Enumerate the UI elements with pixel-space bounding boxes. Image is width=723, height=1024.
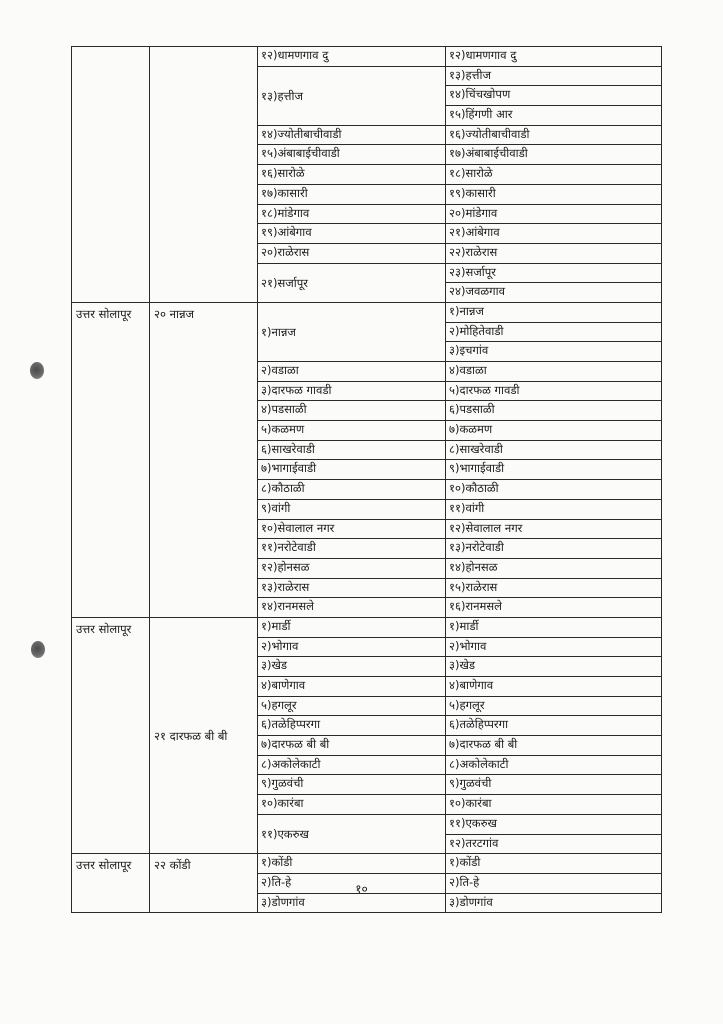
cluster-cell: २)वडाळा [258, 362, 446, 382]
cluster-cell: १३)हत्तीज [258, 66, 446, 125]
cluster-cell: १०)कारंबा [258, 795, 446, 815]
punch-hole-bottom [31, 641, 45, 658]
village-cell: ७)कळमण [446, 421, 662, 441]
cluster-cell: १६)सारोळे [258, 165, 446, 185]
table-row [72, 854, 662, 874]
village-cell: ११)एकरुख [446, 814, 662, 834]
village-cell: २२)राळेरास [446, 243, 662, 263]
village-cell: १३)हत्तीज [446, 66, 662, 86]
village-cell: १५)हिंगणी आर [446, 106, 662, 126]
village-allocation-table [71, 46, 662, 913]
village-cell: ४)वडाळा [446, 362, 662, 382]
cluster-cell: १२)होनसळ [258, 558, 446, 578]
cluster-cell: ४)पडसाळी [258, 401, 446, 421]
cluster-cell: ११)एकरुख [258, 814, 446, 853]
cluster-cell: ८)अकोलेकाटी [258, 755, 446, 775]
village-cell: १४)होनसळ [446, 558, 662, 578]
cluster-cell: ५)कळमण [258, 421, 446, 441]
center-cell [150, 47, 258, 303]
village-cell: २१)आंबेगाव [446, 224, 662, 244]
village-cell: १९)कासारी [446, 184, 662, 204]
village-cell: २४)जवळगाव [446, 283, 662, 303]
cluster-cell: ९)वांगी [258, 499, 446, 519]
village-cell: २३)सर्जापूर [446, 263, 662, 283]
village-cell: ८)साखरेवाडी [446, 440, 662, 460]
table-row [72, 617, 662, 637]
cluster-cell: १८)मांडेगाव [258, 204, 446, 224]
village-cell: १०)कौठाळी [446, 480, 662, 500]
cluster-cell: १२)धामणगाव दु [258, 47, 446, 67]
village-cell: १६)रानमसले [446, 598, 662, 618]
village-cell: १३)नरोटेवाडी [446, 539, 662, 559]
taluka-cell [72, 47, 150, 303]
cluster-cell: २)ति-हे [258, 873, 446, 893]
village-cell: १२)धामणगाव दु [446, 47, 662, 67]
cluster-cell: ३)दारफळ गावडी [258, 381, 446, 401]
village-cell: १२)तरटगांव [446, 834, 662, 854]
cluster-cell: १)मार्डी [258, 617, 446, 637]
table-row [72, 47, 662, 67]
cluster-cell: ६)तळेहिप्परगा [258, 716, 446, 736]
village-cell: ११)वांगी [446, 499, 662, 519]
village-cell: १८)सारोळे [446, 165, 662, 185]
center-cell: २० नान्नज [150, 302, 258, 617]
cluster-cell: १०)सेवालाल नगर [258, 519, 446, 539]
cluster-cell: ४)बाणेगाव [258, 677, 446, 697]
cluster-cell: ५)हगलूर [258, 696, 446, 716]
cluster-cell: १४)ज्योतीबाचीवाडी [258, 125, 446, 145]
cluster-cell: ३)खेड [258, 657, 446, 677]
page-number: १० [355, 882, 368, 896]
cluster-cell: १३)राळेरास [258, 578, 446, 598]
village-cell: १)नान्नज [446, 302, 662, 322]
village-cell: २)मोहितेवाडी [446, 322, 662, 342]
village-cell: १०)कारंबा [446, 795, 662, 815]
cluster-cell: १४)रानमसले [258, 598, 446, 618]
punch-hole-top [30, 362, 44, 379]
cluster-cell: ११)नरोटेवाडी [258, 539, 446, 559]
cluster-cell: १७)कासारी [258, 184, 446, 204]
taluka-cell: उत्तर सोलापूर [72, 617, 150, 853]
cluster-cell: ८)कौठाळी [258, 480, 446, 500]
village-cell: १)मार्डी [446, 617, 662, 637]
cluster-cell: २)भोगाव [258, 637, 446, 657]
village-cell: २०)मांडेगाव [446, 204, 662, 224]
village-cell: १४)चिंचखोपण [446, 86, 662, 106]
village-cell: ५)हगलूर [446, 696, 662, 716]
village-cell: १२)सेवालाल नगर [446, 519, 662, 539]
village-cell: ६)तळेहिप्परगा [446, 716, 662, 736]
cluster-cell: २०)राळेरास [258, 243, 446, 263]
cluster-cell: ६)साखरेवाडी [258, 440, 446, 460]
table-body [72, 47, 662, 913]
village-cell: ३)इचगांव [446, 342, 662, 362]
cluster-cell: ३)डोणगांव [258, 893, 446, 913]
village-cell: २)भोगाव [446, 637, 662, 657]
village-cell: ४)बाणेगाव [446, 677, 662, 697]
village-cell: ९)गुळवंची [446, 775, 662, 795]
village-cell: १७)अंबाबाईचीवाडी [446, 145, 662, 165]
cluster-cell: ७)भागाईवाडी [258, 460, 446, 480]
center-cell: २२ कोंडी [150, 854, 258, 913]
cluster-cell: १)कोंडी [258, 854, 446, 874]
taluka-cell: उत्तर सोलापूर [72, 854, 150, 913]
village-cell: १)कोंडी [446, 854, 662, 874]
village-cell: ६)पडसाळी [446, 401, 662, 421]
cluster-cell: १९)आंबेगाव [258, 224, 446, 244]
village-cell: ५)दारफळ गावडी [446, 381, 662, 401]
cluster-cell: ७)दारफळ बी बी [258, 736, 446, 756]
village-cell: ७)दारफळ बी बी [446, 736, 662, 756]
village-cell: १५)राळेरास [446, 578, 662, 598]
cluster-cell: ९)गुळवंची [258, 775, 446, 795]
cluster-cell: १५)अंबाबाईचीवाडी [258, 145, 446, 165]
village-cell: ३)डोणगांव [446, 893, 662, 913]
center-cell: २१ दारफळ बी बी [150, 617, 258, 853]
taluka-cell: उत्तर सोलापूर [72, 302, 150, 617]
cluster-cell: २१)सर्जापूर [258, 263, 446, 302]
village-cell: ८)अकोलेकाटी [446, 755, 662, 775]
village-cell: २)ति-हे [446, 873, 662, 893]
table-row [72, 302, 662, 322]
cluster-cell: १)नान्नज [258, 302, 446, 361]
village-cell: १६)ज्योतीबाचीवाडी [446, 125, 662, 145]
village-cell: ९)भागाईवाडी [446, 460, 662, 480]
village-cell: ३)खेड [446, 657, 662, 677]
